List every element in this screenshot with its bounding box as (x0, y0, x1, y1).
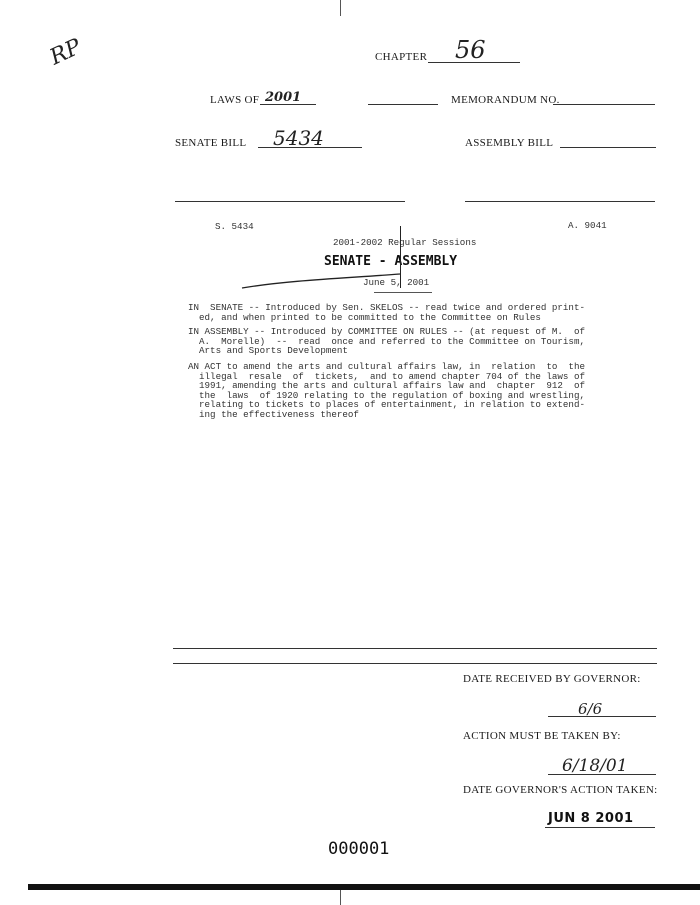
bill-title: SENATE - ASSEMBLY (324, 254, 458, 269)
act-line: illegal resale of tickets, and to amend chapter 704 of the laws of (188, 370, 585, 382)
senate-introduction (188, 303, 585, 322)
action-taken-line (545, 827, 655, 828)
date-received-label: DATE RECEIVED BY GOVERNOR: (463, 673, 641, 685)
blank-line-middle (368, 104, 438, 105)
chapter-label: CHAPTER (375, 51, 428, 63)
scan-edge-bar (28, 884, 700, 890)
act-description (188, 362, 585, 420)
date-received-value: 6/6 (578, 700, 603, 718)
senate-number: S. 5434 (215, 221, 254, 232)
act-line: ing the effectiveness thereof (188, 408, 359, 420)
section-divider-top (173, 648, 657, 649)
bottom-margin-mark (340, 890, 341, 905)
senate-bill-label: SENATE BILL (175, 137, 247, 149)
assembly-bill-line (560, 147, 656, 148)
action-taken-stamp: JUN 8 2001 (548, 811, 634, 826)
senate-bill-value: 5434 (273, 126, 324, 150)
action-deadline-label: ACTION MUST BE TAKEN BY: (463, 730, 621, 742)
session-text: 2001-2002 Regular Sessions (333, 237, 477, 248)
laws-of-label: LAWS OF (210, 94, 260, 106)
act-line: 1991, amending the arts and cultural affairs law and chapter 912 of (188, 380, 585, 392)
assembly-bill-label: ASSEMBLY BILL (465, 137, 554, 149)
pen-stroke-curve (240, 268, 410, 292)
assembly-introduction (188, 327, 585, 356)
chapter-value: 56 (455, 36, 486, 64)
senate-intro-line: IN SENATE -- Introduced by Sen. SKELOS -- read twice and ordered print- (188, 302, 585, 313)
date-received-line (548, 716, 656, 717)
senate-intro-line: ed, and when printed to be committed to the Committee on Rules (188, 311, 541, 323)
act-line: AN ACT to amend the arts and cultural affairs law, in relation to the (188, 361, 585, 372)
assembly-intro-line: Arts and Sports Development (188, 345, 348, 357)
memorandum-line (553, 104, 655, 105)
action-deadline-line (548, 774, 656, 775)
handwritten-initials: RP (46, 34, 86, 71)
date-underline (374, 292, 432, 293)
assembly-number: A. 9041 (568, 220, 607, 231)
assembly-intro-line: IN ASSEMBLY -- Introduced by COMMITTEE ON RULES -- (at request of M. of (188, 326, 585, 337)
top-margin-mark (340, 0, 341, 16)
assembly-intro-line: A. Morelle) -- read once and referred to the Committee on Tourism, (188, 335, 585, 347)
page-number: 000001 (328, 839, 390, 859)
act-line: the laws of 1920 relating to the regulation of boxing and wrestling, (188, 389, 585, 401)
act-line: relating to tickets to places of entertainment, in relation to extend- (188, 399, 585, 411)
action-deadline-value: 6/18/01 (562, 756, 628, 776)
bill-date: June 5, 2001 (363, 277, 430, 288)
section-divider-bottom (173, 663, 657, 664)
laws-of-value: 2001 (265, 90, 302, 105)
memorandum-label: MEMORANDUM NO. (451, 94, 560, 106)
blank-line-right (465, 201, 655, 202)
blank-line-left (175, 201, 405, 202)
action-taken-label: DATE GOVERNOR'S ACTION TAKEN: (463, 784, 658, 796)
